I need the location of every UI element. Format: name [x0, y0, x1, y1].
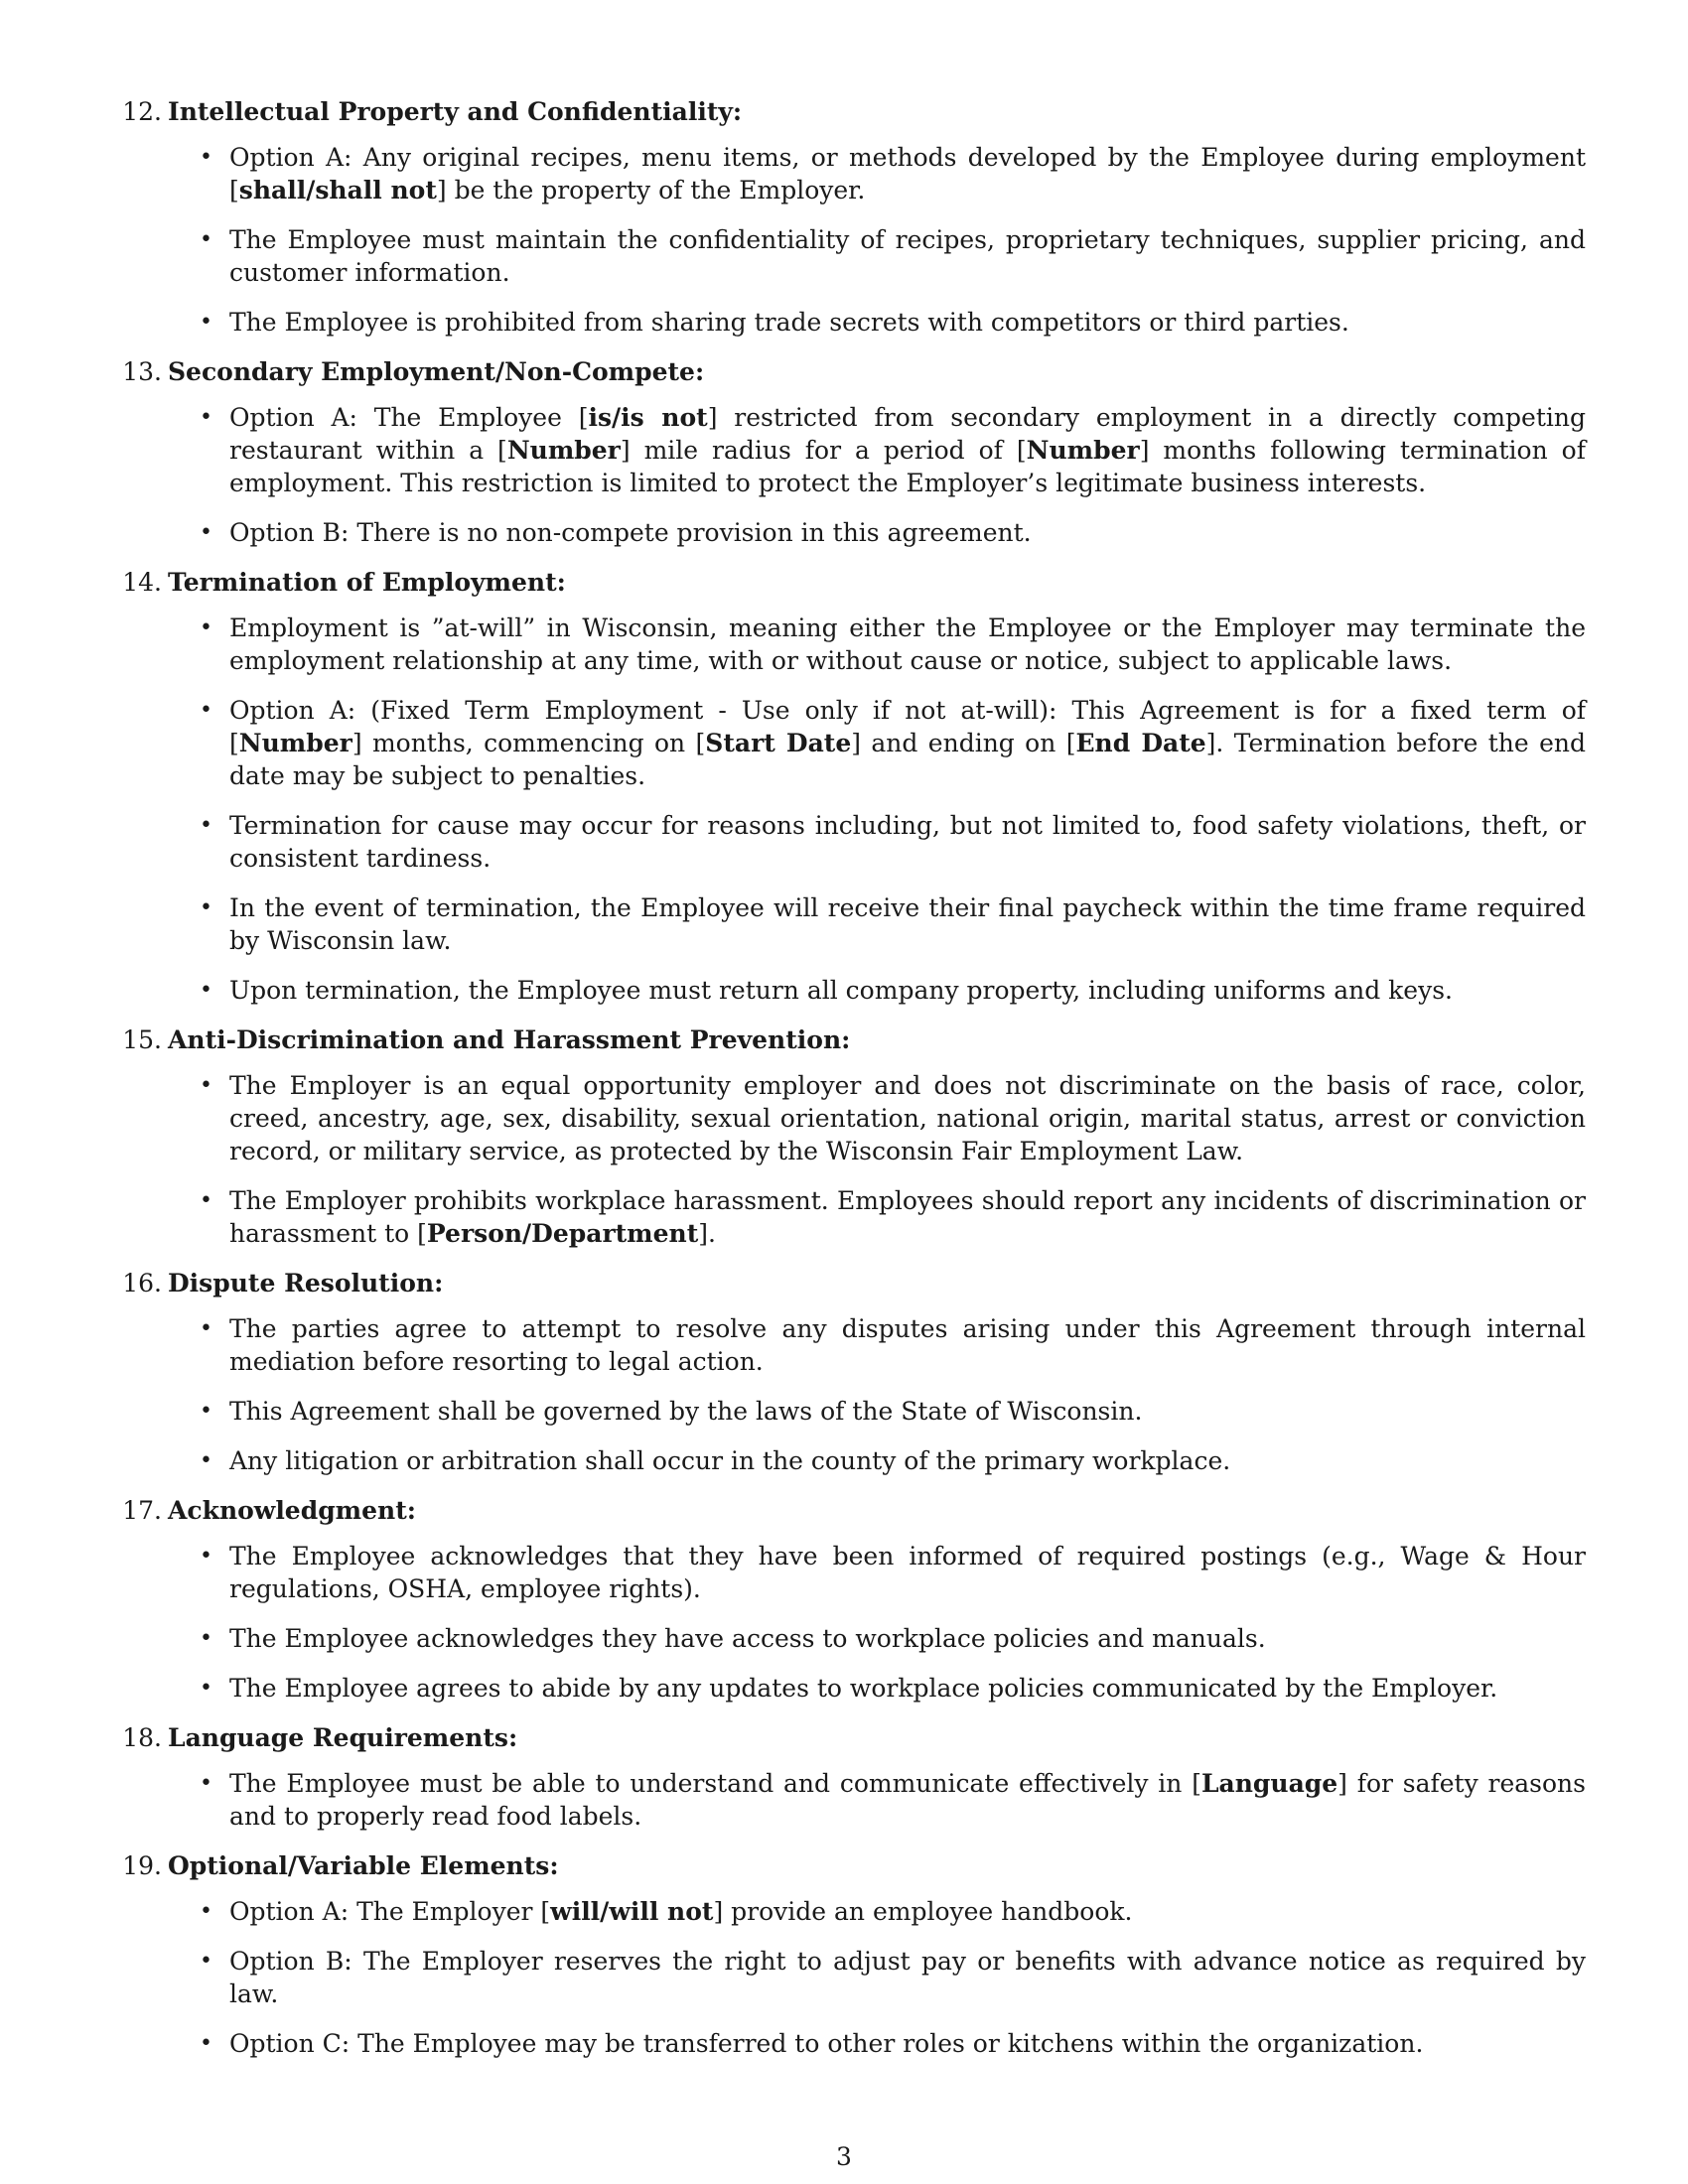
list-item	[168, 1672, 1586, 1705]
body-text: [	[229, 176, 239, 205]
body-text: Option B: There is no non-compete provision in this agreement.	[229, 518, 1032, 547]
bullet-icon: •	[200, 310, 212, 335]
bullet-icon: •	[200, 145, 212, 170]
body-text: The Employee must be able to understand and communicate effectively in [	[229, 1769, 1201, 1798]
list-item	[168, 891, 1586, 957]
placeholder-text: is/is not	[588, 403, 708, 432]
list-item	[168, 1945, 1586, 2010]
bullet-icon: •	[200, 615, 212, 640]
section-title: Language Requirements:	[168, 1723, 518, 1752]
body-text: The parties agree to attempt to resolve any disputes arising under this Agreement through internal mediation before resorting to legal action.	[229, 1314, 1586, 1376]
bullet-list	[168, 1895, 1586, 2060]
section-12	[112, 95, 1586, 339]
list-item	[168, 1444, 1586, 1477]
section-title: Optional/Variable Elements:	[168, 1851, 559, 1880]
body-text: ] mile radius for a period of [	[620, 436, 1027, 465]
bullet-icon: •	[200, 1676, 212, 1701]
section-title: Intellectual Property and Confidentiality:	[168, 97, 743, 126]
body-text: ] provide an employee handbook.	[713, 1897, 1133, 1926]
section-title: Secondary Employment/Non-Compete:	[168, 357, 705, 386]
section-heading	[122, 355, 1586, 388]
list-item	[168, 809, 1586, 875]
bullet-icon: •	[200, 1949, 212, 1974]
section-title: Termination of Employment:	[168, 568, 566, 597]
bullet-icon: •	[200, 1626, 212, 1651]
bullet-icon: •	[200, 1448, 212, 1473]
placeholder-text: End Date	[1075, 729, 1206, 757]
body-text: Option B: The Employer reserves the right to adjust pay or benefits with advance notice as required by law.	[229, 1947, 1586, 2008]
list-item	[168, 974, 1586, 1007]
body-text: ] restricted from secondary employment in a directly competing restaurant within a [	[229, 403, 1586, 465]
body-text: Option A: Any original recipes, menu items, or methods developed by the Employee during employment	[229, 143, 1586, 172]
body-text: Option A: The Employer [	[229, 1897, 551, 1926]
list-item	[168, 1622, 1586, 1655]
body-text: ]. Termination before the end date may be subject to penalties.	[229, 729, 1586, 790]
bullet-list	[168, 141, 1586, 339]
list-item	[168, 1312, 1586, 1378]
placeholder-text: will/will not	[550, 1897, 714, 1926]
list-item	[168, 306, 1586, 339]
body-text: In the event of termination, the Employee will receive their final paycheck within the time frame required by Wisconsin law.	[229, 893, 1586, 955]
body-text: The Employee acknowledges they have access to workplace policies and manuals.	[229, 1624, 1266, 1653]
section-17	[112, 1494, 1586, 1705]
bullet-icon: •	[200, 1899, 212, 1924]
section-heading	[122, 1494, 1586, 1527]
section-15	[112, 1024, 1586, 1250]
placeholder-text: shall/shall not	[238, 176, 437, 205]
bullet-list	[168, 1540, 1586, 1705]
body-text: Option C: The Employee may be transferred to other roles or kitchens within the organization.	[229, 2029, 1424, 2058]
bullet-icon: •	[200, 813, 212, 838]
list-item	[168, 694, 1586, 792]
section-number: 15.	[122, 1025, 162, 1054]
body-text: The Employee must maintain the confidentiality of recipes, proprietary techniques, supplier pricing, and customer information.	[229, 225, 1586, 287]
section-number: 12.	[122, 97, 162, 126]
section-number: 18.	[122, 1723, 162, 1752]
bullet-list	[168, 1069, 1586, 1250]
list-item	[168, 1767, 1586, 1833]
bullet-icon: •	[200, 405, 212, 430]
body-text: Termination for cause may occur for reasons including, but not limited to, food safety violations, theft, or consistent tardiness.	[229, 811, 1586, 873]
section-title: Dispute Resolution:	[168, 1269, 444, 1297]
bullet-icon: •	[200, 520, 212, 545]
body-text: Any litigation or arbitration shall occur in the county of the primary workplace.	[229, 1446, 1231, 1475]
section-18	[112, 1721, 1586, 1833]
body-text: ].	[698, 1219, 716, 1248]
bullet-list	[168, 1767, 1586, 1833]
list-item	[168, 1895, 1586, 1928]
placeholder-text: Number	[506, 436, 621, 465]
bullet-list	[168, 1312, 1586, 1477]
body-text: This Agreement shall be governed by the laws of the State of Wisconsin.	[229, 1397, 1143, 1426]
body-text: ] for safety reasons and to properly read food labels.	[229, 1769, 1586, 1831]
section-16	[112, 1267, 1586, 1477]
section-number: 14.	[122, 568, 162, 597]
list-item	[168, 401, 1586, 499]
document-page	[112, 95, 1586, 2077]
bullet-icon: •	[200, 978, 212, 1003]
body-text: ] months, commencing on [	[352, 729, 706, 757]
bullet-icon: •	[200, 1073, 212, 1098]
bullet-icon: •	[200, 1399, 212, 1424]
section-number: 13.	[122, 357, 162, 386]
body-text: Option A: The Employee [	[229, 403, 589, 432]
section-heading	[122, 95, 1586, 128]
placeholder-text: Start Date	[705, 729, 852, 757]
list-item	[168, 2027, 1586, 2060]
bullet-icon: •	[200, 227, 212, 252]
body-text: The Employee acknowledges that they have been informed of required postings (e.g., Wage & Hour regulations, OSHA, employee rights).	[229, 1542, 1586, 1603]
bullet-icon: •	[200, 1316, 212, 1341]
body-text: ] and ending on [	[851, 729, 1076, 757]
bullet-icon: •	[200, 1771, 212, 1796]
placeholder-text: Person/Department	[426, 1219, 699, 1248]
section-number: 16.	[122, 1269, 162, 1297]
section-title: Anti-Discrimination and Harassment Prevention:	[168, 1025, 851, 1054]
list-item	[168, 223, 1586, 289]
list-item	[168, 1395, 1586, 1428]
section-heading	[122, 1267, 1586, 1299]
section-14	[112, 566, 1586, 1007]
section-13	[112, 355, 1586, 549]
section-heading	[122, 1849, 1586, 1882]
placeholder-text: Number	[238, 729, 352, 757]
body-text: The Employee is prohibited from sharing trade secrets with competitors or third parties.	[229, 308, 1349, 337]
body-text: Option A: (Fixed Term Employment - Use only if not at-will): This Agreement is for a fixed term of [	[229, 696, 1586, 757]
body-text: Employment is ”at-will” in Wisconsin, meaning either the Employee or the Employer may terminate the employment relationship at any time, with or without cause or notice, subject to applicable laws.	[229, 614, 1586, 675]
list-item	[168, 1069, 1586, 1167]
bullet-list	[168, 612, 1586, 1007]
bullet-icon: •	[200, 2031, 212, 2056]
bullet-icon: •	[200, 1544, 212, 1569]
body-text: The Employer is an equal opportunity employer and does not discriminate on the basis of race, color, creed, ancestry, age, sex, disability, sexual orientation, national origin, marital status, arrest or conviction record, or military service, as protected by the Wisconsin Fair Employment Law.	[229, 1071, 1586, 1165]
section-number: 17.	[122, 1496, 162, 1525]
section-number: 19.	[122, 1851, 162, 1880]
list-item	[168, 1184, 1586, 1250]
page-number: 3	[836, 2142, 852, 2171]
list-item	[168, 516, 1586, 549]
body-text: ] be the property of the Employer.	[436, 176, 866, 205]
list-item	[168, 1540, 1586, 1605]
list-item	[168, 612, 1586, 677]
section-heading	[122, 1721, 1586, 1754]
list-item	[168, 141, 1586, 206]
placeholder-text: Language	[1200, 1769, 1338, 1798]
bullet-list	[168, 401, 1586, 549]
body-text: Upon termination, the Employee must return all company property, including uniforms and keys.	[229, 976, 1453, 1005]
section-heading	[122, 566, 1586, 599]
section-heading	[122, 1024, 1586, 1056]
section-19	[112, 1849, 1586, 2060]
body-text: ] months following termination of employment. This restriction is limited to protect the Employer’s legitimate business interests.	[229, 436, 1586, 497]
bullet-icon: •	[200, 698, 212, 723]
bullet-icon: •	[200, 1188, 212, 1213]
placeholder-text: Number	[1026, 436, 1140, 465]
bullet-icon: •	[200, 895, 212, 920]
body-text: The Employee agrees to abide by any updates to workplace policies communicated by the Employer.	[229, 1674, 1498, 1703]
body-text: The Employer prohibits workplace harassment. Employees should report any incidents of discrimination or harassment to [	[229, 1186, 1586, 1248]
section-title: Acknowledgment:	[168, 1496, 416, 1525]
